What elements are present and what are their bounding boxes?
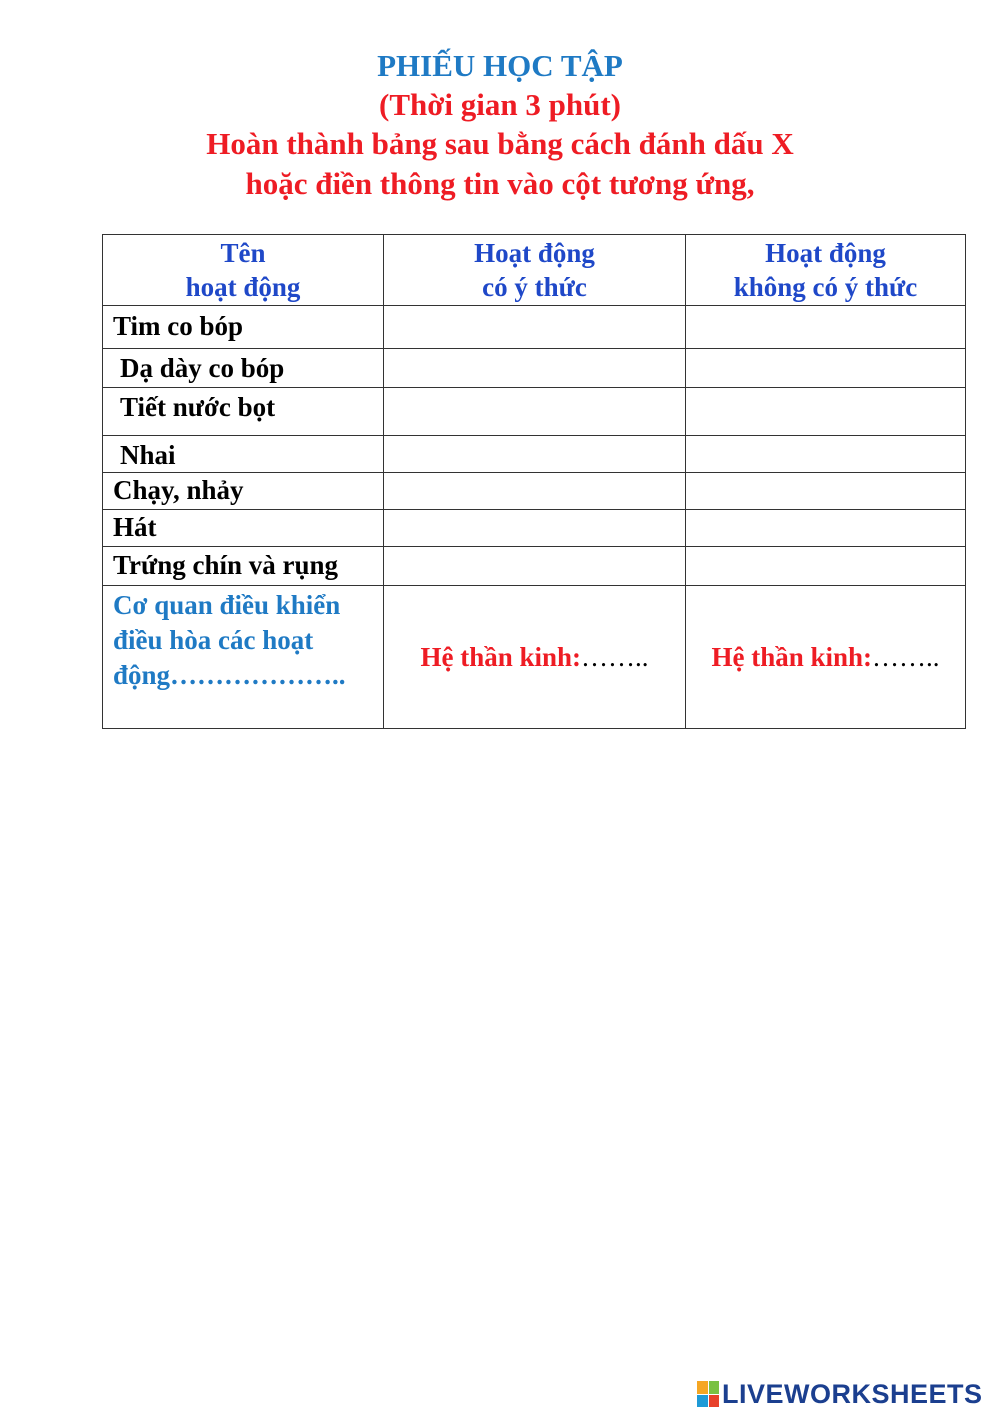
- activity-table: [102, 234, 966, 729]
- activity-name: Tiết nước bọt: [103, 388, 384, 436]
- header-conscious-line2: có ý thức: [482, 272, 587, 302]
- conscious-answer-cell[interactable]: [384, 510, 686, 547]
- conscious-answer-cell[interactable]: [384, 547, 686, 586]
- control-organ-row: [103, 586, 966, 729]
- header-activity-name-line1: Tên: [220, 238, 266, 268]
- header-unconscious: [686, 235, 966, 306]
- unconscious-answer-cell[interactable]: [686, 473, 966, 510]
- activity-name: Tim co bóp: [103, 306, 384, 349]
- activity-name: Hát: [103, 510, 384, 547]
- instruction-line-1: Hoàn thành bảng sau bằng cách đánh dấu X: [206, 126, 794, 161]
- brand-name: LIVEWORKSHEETS: [722, 1378, 983, 1409]
- table-row: [103, 510, 966, 547]
- table-row: [103, 436, 966, 473]
- unconscious-answer-cell[interactable]: [686, 306, 966, 349]
- unconscious-answer-cell[interactable]: [686, 349, 966, 388]
- control-organ-line2: điều hòa các hoạt: [113, 625, 314, 655]
- unconscious-answer-cell[interactable]: [686, 388, 966, 436]
- header-unconscious-line1: Hoạt động: [765, 238, 886, 268]
- header-unconscious-line2: không có ý thức: [733, 272, 918, 302]
- conscious-nervous-blank[interactable]: ……..: [581, 641, 649, 672]
- activity-name: Trứng chín và rụng: [103, 547, 384, 586]
- table-row: [103, 349, 966, 388]
- table-row: [103, 547, 966, 586]
- worksheet-header: [0, 46, 1000, 204]
- liveworksheets-mark-icon: [697, 1381, 719, 1407]
- conscious-answer-cell[interactable]: [384, 306, 686, 349]
- conscious-answer-cell[interactable]: [384, 388, 686, 436]
- liveworksheets-logo: [697, 1378, 983, 1410]
- instruction-line-2: hoặc điền thông tin vào cột tương ứng,: [245, 166, 755, 201]
- control-organ-line3: động………………..: [113, 660, 346, 690]
- table-row: [103, 473, 966, 510]
- header-activity-name: [103, 235, 384, 306]
- header-conscious: [384, 235, 686, 306]
- worksheet-title: PHIẾU HỌC TẬP: [377, 48, 623, 83]
- header-conscious-line1: Hoạt động: [474, 238, 595, 268]
- conscious-nervous-label: Hệ thần kinh:: [420, 641, 582, 672]
- conscious-nervous-system-cell[interactable]: [384, 586, 686, 729]
- conscious-answer-cell[interactable]: [384, 436, 686, 473]
- control-organ-line1: Cơ quan điều khiển: [113, 590, 341, 620]
- conscious-answer-cell[interactable]: [384, 349, 686, 388]
- activity-name: Nhai: [103, 436, 384, 473]
- header-activity-name-line2: hoạt động: [185, 272, 301, 302]
- time-limit: (Thời gian 3 phút): [379, 87, 621, 122]
- activity-name: Dạ dày co bóp: [103, 349, 384, 388]
- table-row: [103, 388, 966, 436]
- unconscious-answer-cell[interactable]: [686, 436, 966, 473]
- table-row: [103, 306, 966, 349]
- unconscious-answer-cell[interactable]: [686, 547, 966, 586]
- unconscious-nervous-label: Hệ thần kinh:: [711, 641, 873, 672]
- activity-name: Chạy, nhảy: [103, 473, 384, 510]
- unconscious-answer-cell[interactable]: [686, 510, 966, 547]
- unconscious-nervous-system-cell[interactable]: [686, 586, 966, 729]
- conscious-answer-cell[interactable]: [384, 473, 686, 510]
- unconscious-nervous-blank[interactable]: ……..: [872, 641, 940, 672]
- table-header-row: [103, 235, 966, 306]
- control-organ-label: [103, 586, 384, 729]
